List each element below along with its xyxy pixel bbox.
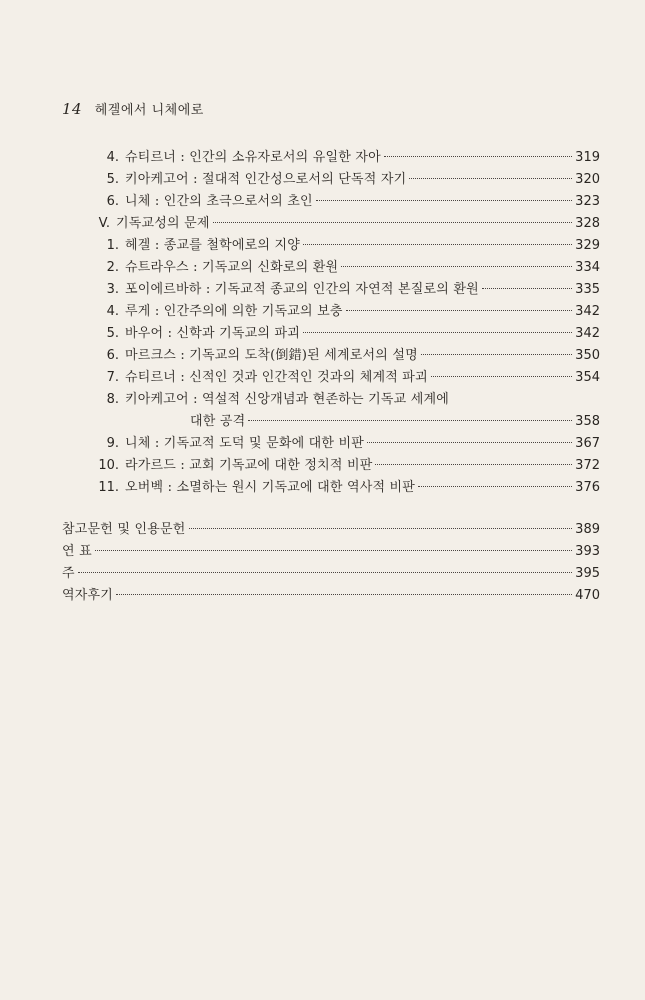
toc-entry — [95, 432, 600, 454]
toc-entry-title: 연 표 — [62, 544, 92, 559]
toc-entry — [62, 518, 600, 540]
toc-entry-number: 9. — [106, 436, 119, 451]
toc-entry-number: V. — [98, 216, 110, 231]
toc-entry-title: 슈티르너 : 인간의 소유자로서의 유일한 자아 — [125, 150, 381, 165]
toc-dot-leader — [341, 266, 572, 267]
page-number: 14 — [62, 100, 83, 118]
toc-entry-title: 참고문헌 및 인용문헌 — [62, 522, 186, 537]
toc-entry-title: 주 — [62, 566, 75, 581]
toc-entry — [95, 190, 600, 212]
toc-entry-number: 1. — [106, 238, 119, 253]
toc-dot-leader — [367, 442, 572, 443]
toc-entry-title: 슈트라우스 : 기독교의 신화로의 환원 — [125, 260, 339, 275]
toc-entry-title: 바우어 : 신학과 기독교의 파괴 — [125, 326, 301, 341]
toc-dot-leader — [116, 594, 572, 595]
toc-entry-number: 8. — [106, 392, 119, 407]
toc-entry-number: 2. — [106, 260, 119, 275]
toc-entry-title: 대한 공격 — [190, 414, 246, 429]
toc-entry-page: 334 — [575, 260, 600, 275]
toc-dot-leader — [248, 420, 572, 421]
running-head — [62, 99, 204, 118]
toc-entry-title: 니체 : 인간의 초극으로서의 초인 — [125, 194, 313, 209]
toc-entry-page: 470 — [575, 588, 600, 603]
toc-entry-title: 헤겔 : 종교를 철학에로의 지양 — [125, 238, 301, 253]
toc-entry-title: 기독교성의 문제 — [116, 216, 210, 231]
toc-dot-leader — [375, 464, 572, 465]
toc-entry — [95, 234, 600, 256]
toc-entry-title: 루게 : 인간주의에 의한 기독교의 보충 — [125, 304, 343, 319]
toc-entry — [95, 322, 600, 344]
toc-entry — [95, 388, 600, 410]
toc-entry-page: 350 — [575, 348, 600, 363]
toc-entry — [82, 212, 600, 234]
toc-entry-page: 358 — [575, 414, 600, 429]
toc-entry-number: 4. — [106, 150, 119, 165]
toc-entry — [62, 540, 600, 562]
toc-entry-title: 마르크스 : 기독교의 도착(倒錯)된 세계로서의 설명 — [125, 348, 418, 363]
toc-entry-title: 키아케고어 : 역설적 신앙개념과 현존하는 기독교 세계에 — [125, 392, 450, 407]
toc-entry-page: 320 — [575, 172, 600, 187]
toc-dot-leader — [78, 572, 572, 573]
toc-entry — [95, 366, 600, 388]
toc-entry — [95, 168, 600, 190]
toc-entry-page: 354 — [575, 370, 600, 385]
toc-entry-number: 7. — [106, 370, 119, 385]
toc-entry-title: 역자후기 — [62, 588, 114, 603]
toc-entry — [190, 410, 600, 432]
toc-dot-leader — [213, 222, 573, 223]
toc-entry-page: 319 — [575, 150, 600, 165]
toc-entry-page: 342 — [575, 326, 600, 341]
toc-entry-number: 5. — [106, 172, 119, 187]
toc-entry — [95, 454, 600, 476]
toc-entry-page: 389 — [575, 522, 600, 537]
toc-entry-number: 4. — [106, 304, 119, 319]
toc-entry-number: 10. — [98, 458, 119, 473]
toc-entry-page: 393 — [575, 544, 600, 559]
toc-dot-leader — [409, 178, 572, 179]
toc-dot-leader — [316, 200, 572, 201]
toc-dot-leader — [95, 550, 572, 551]
toc-dot-leader — [482, 288, 572, 289]
toc-entry-page: 395 — [575, 566, 600, 581]
toc-entry-page: 328 — [575, 216, 600, 231]
toc-dot-leader — [384, 156, 572, 157]
toc-entry — [95, 146, 600, 168]
toc-dot-leader — [431, 376, 572, 377]
toc-entry-title: 라가르드 : 교회 기독교에 대한 정치적 비판 — [125, 458, 373, 473]
toc-dot-leader — [421, 354, 572, 355]
toc-entry — [95, 278, 600, 300]
toc-dot-leader — [303, 244, 572, 245]
toc-entry-title: 포이에르바하 : 기독교적 종교의 인간의 자연적 본질로의 환원 — [125, 282, 479, 297]
toc-dot-leader — [189, 528, 573, 529]
toc-entry-number: 3. — [106, 282, 119, 297]
toc-entry-number: 6. — [106, 194, 119, 209]
toc-entry-page: 372 — [575, 458, 600, 473]
toc-entry-title: 키아케고어 : 절대적 인간성으로서의 단독적 자기 — [125, 172, 407, 187]
toc-entry-page: 342 — [575, 304, 600, 319]
toc-entry-page: 329 — [575, 238, 600, 253]
toc-dot-leader — [346, 310, 573, 311]
toc-entry-page: 335 — [575, 282, 600, 297]
toc-dot-leader — [303, 332, 572, 333]
toc-entry-page: 376 — [575, 480, 600, 495]
toc-entry-number: 11. — [98, 480, 119, 495]
toc-entry-title: 슈티르너 : 신적인 것과 인간적인 것과의 체계적 파괴 — [125, 370, 428, 385]
toc-entry-number: 6. — [106, 348, 119, 363]
toc-entry-number: 5. — [106, 326, 119, 341]
toc-entry-page: 323 — [575, 194, 600, 209]
toc-entry — [95, 256, 600, 278]
toc-entry-page: 367 — [575, 436, 600, 451]
toc-entry-title: 니체 : 기독교적 도덕 및 문화에 대한 비판 — [125, 436, 365, 451]
toc-entry — [62, 584, 600, 606]
toc-entry — [95, 344, 600, 366]
toc-entry-title: 오버벡 : 소멸하는 원시 기독교에 대한 역사적 비판 — [125, 480, 416, 495]
toc-entry — [95, 476, 600, 498]
toc-entry — [62, 562, 600, 584]
toc-entry — [95, 300, 600, 322]
running-head-title: 헤겔에서 니체에로 — [94, 103, 204, 118]
toc-dot-leader — [418, 486, 572, 487]
